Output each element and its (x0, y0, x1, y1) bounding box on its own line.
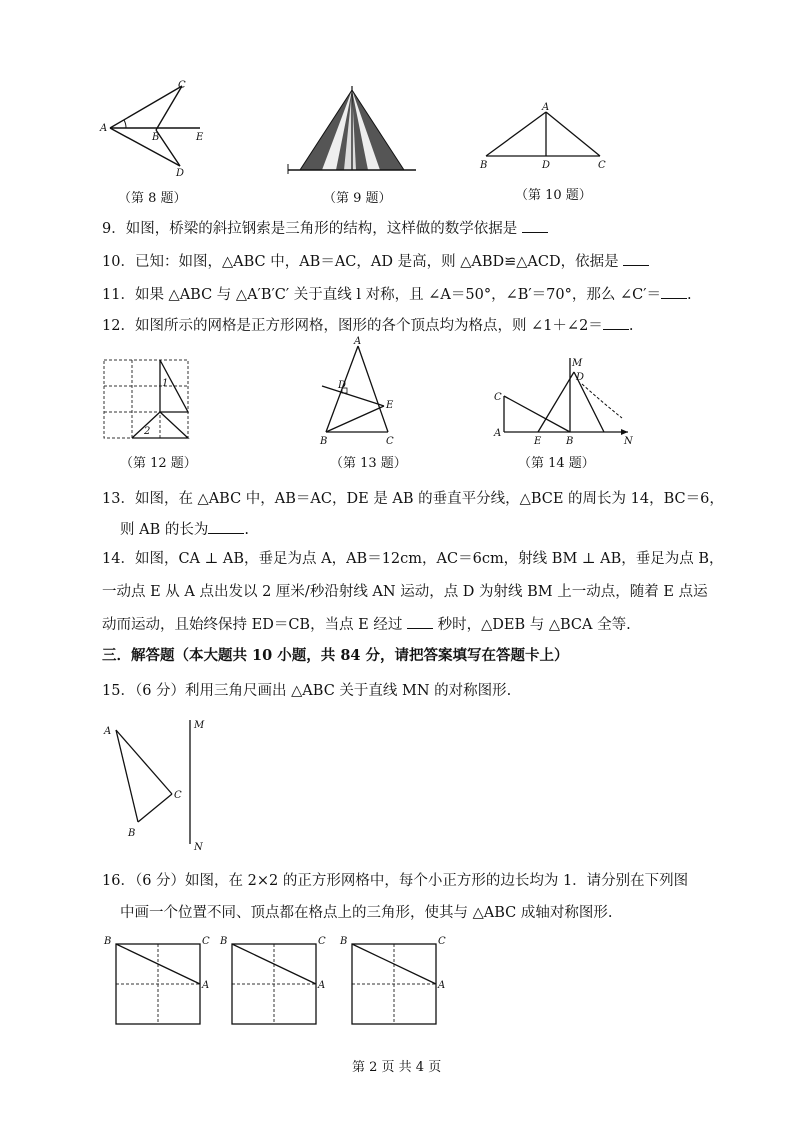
label-B: B (480, 160, 488, 170)
label-B: B (320, 436, 328, 446)
label-angle-1: 1 (162, 378, 169, 389)
label-N: N (194, 842, 203, 853)
question-13-line1: 13．如图，在 △ABC 中，AB＝AC，DE 是 AB 的垂直平分线，△BCE 的周长为 14，BC＝6， (102, 491, 724, 507)
question-14-line1: 14．如图，CA ⊥ AB，垂足为点 A，AB＝12cm，AC＝6cm，射线 BM ⊥ AB，垂足为点 B， (102, 551, 724, 567)
answer-blank-12[interactable] (603, 315, 629, 330)
question-16-line1: 16．（6 分）如图，在 2×2 的正方形网格中，每个小正方形的边长均为 1．请分别在下列图 (102, 873, 689, 889)
page-footer: 第 2 页 共 4 页 (352, 1060, 442, 1075)
grid-figure-3 (336, 934, 452, 1030)
grid-figure-1 (100, 934, 216, 1030)
question-16-line2: 中画一个位置不同、顶点都在格点上的三角形，使其与 △ABC 成轴对称图形. (120, 905, 613, 921)
answer-blank-10[interactable] (623, 251, 649, 266)
answer-blank-13[interactable] (208, 519, 244, 534)
label-B: B (104, 936, 112, 947)
label-A: A (354, 336, 362, 347)
label-C: C (318, 936, 326, 947)
label-C: C (598, 160, 606, 170)
label-C: C (178, 80, 186, 91)
label-E: E (386, 400, 394, 411)
label-A: A (202, 980, 210, 991)
label-C: C (174, 790, 182, 801)
question-12 (102, 315, 633, 336)
answer-blank-9[interactable] (522, 218, 548, 233)
label-B: B (152, 132, 160, 143)
grid-figure-2 (216, 934, 332, 1030)
figure-q10 (474, 100, 614, 170)
label-D: D (542, 160, 551, 170)
label-B: B (220, 936, 228, 947)
label-E: E (534, 436, 542, 446)
question-14-text-a: 动而运动，且始终保持 ED＝CB，当点 E 经过 (102, 617, 403, 633)
label-M: M (572, 358, 583, 369)
label-C: C (386, 436, 394, 446)
figure-q9-bridge (282, 86, 422, 176)
figure-q12-grid (100, 356, 192, 440)
answer-blank-14[interactable] (407, 614, 433, 629)
label-angle-2: 2 (144, 426, 151, 437)
question-14-text-b: 秒时，△DEB 与 △BCA 全等. (437, 617, 631, 633)
caption-fig12: （第 12 题） (120, 456, 197, 471)
question-13-line2 (120, 519, 249, 540)
caption-fig8: （第 8 题） (118, 191, 187, 206)
label-B: B (566, 436, 574, 446)
figure-q15 (100, 710, 220, 856)
label-B: B (340, 936, 348, 947)
label-A: A (318, 980, 326, 991)
label-C: C (494, 392, 502, 403)
question-13-text: 则 AB 的长为 (120, 522, 209, 538)
section-heading-3: 三．解答题（本大题共 10 小题，共 84 分，请把答案填写在答题卡上） (102, 647, 569, 664)
caption-fig10: （第 10 题） (515, 188, 592, 203)
question-10 (102, 251, 649, 272)
label-A: A (542, 102, 550, 113)
label-D: D (576, 372, 585, 383)
period: . (687, 287, 692, 303)
period: . (244, 522, 249, 538)
answer-blank-11[interactable] (661, 284, 687, 299)
label-C: C (438, 936, 446, 947)
label-C: C (202, 936, 210, 947)
label-N: N (624, 436, 633, 446)
question-11-text: 11．如果 △ABC 与 △A′B′C′ 关于直线 l 对称，且 ∠A＝50°，∠B′＝70°，那么 ∠C′＝ (102, 287, 662, 303)
caption-fig14: （第 14 题） (518, 456, 595, 471)
period: . (628, 318, 634, 334)
figure-q14 (492, 354, 652, 446)
label-A: A (100, 123, 108, 134)
question-14-line3 (102, 614, 631, 635)
question-10-text: 10．已知：如图，△ABC 中，AB＝AC，AD 是高，则 △ABD≌△ACD，依据是 (102, 254, 619, 270)
label-D: D (338, 380, 347, 391)
caption-fig13: （第 13 题） (330, 456, 407, 471)
label-B: B (128, 828, 136, 839)
label-M: M (194, 720, 205, 731)
question-15: 15．（6 分）利用三角尺画出 △ABC 关于直线 MN 的对称图形. (102, 683, 512, 699)
question-12-text: 12．如图所示的网格是正方形网格，图形的各个顶点均为格点，则 ∠1＋∠2＝ (102, 318, 603, 334)
label-A: A (104, 726, 112, 737)
question-9 (102, 218, 548, 239)
label-A: A (438, 980, 446, 991)
label-A: A (494, 428, 502, 439)
label-D: D (176, 168, 185, 178)
figure-q13 (314, 334, 414, 446)
figure-q8 (96, 78, 216, 178)
caption-fig9: （第 9 题） (323, 191, 392, 206)
question-9-text: 9．如图，桥梁的斜拉钢索是三角形的结构，这样做的数学依据是 (102, 221, 518, 237)
question-14-line2: 一动点 E 从 A 点出发以 2 厘米/秒沿射线 AN 运动，点 D 为射线 BM 上一动点，随着 E 点运 (102, 584, 708, 600)
question-11 (102, 284, 692, 305)
label-E: E (196, 132, 204, 143)
